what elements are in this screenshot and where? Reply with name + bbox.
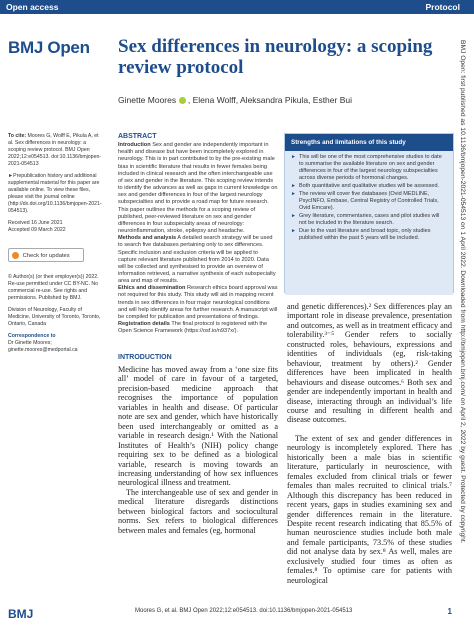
- other-authors: , Elena Wolff, Aleksandra Pikula, Esther Bui: [187, 95, 352, 105]
- page-number: 1: [447, 607, 452, 616]
- journal-name: BMJ Open: [8, 38, 90, 57]
- correspondence: [8, 333, 103, 354]
- article-type-label: Protocol: [425, 2, 460, 12]
- list-item: ► This will be one of the most comprehensive studies to date to summarise the available literature on sex and gender differences in four of the largest neurology subspecialties across diverse periods of hormonal changes.: [291, 154, 447, 182]
- abstract-registration: Registration details The final protocol is registered with the Open Science Framework (https://osf.io/n937x/).: [118, 321, 268, 335]
- article-title: Sex differences in neurology: a scoping review protocol: [118, 36, 433, 78]
- body-column-left: [118, 365, 278, 535]
- list-item: ► The review will cover five databases (Ovid MEDLINE, PsycINFO, Embase, Central Registry of Controlled Trials, Ovid Emcare).: [291, 191, 447, 212]
- abstract-heading: ABSTRACT: [118, 133, 157, 140]
- abstract-methods: Methods and analysis A detailed search strategy will be used to search five databases pertaining only to sex differences. Specific inclusion and exclusion criteria will be applied to capture relevant literature published from 2014 to 2020. Data will be collected and synthesised to provide an overview of information retrieved, a narrative synthesis of each subspecialty area and map of results.: [118, 235, 276, 285]
- strengths-list: [285, 151, 453, 295]
- received-date: Received 16 June 2021: [8, 220, 63, 226]
- paragraph: The extent of sex and gender differences in neurology is incompletely explored. There has historically been a male bias in scientific literature, particularly in neuroscience, with females excluded from clinical trials or fewer females than males recruited to clinical trials.⁷ Although this discrepancy has been reduced in recent years, gaps in studies examining sex and gender differences remain in the literature. Despite recent research indicating that 85.5% of human neuroscience studies include both male and female participants, 73.5% of these studies did not analyse data by sex.⁸ As well, males are exclusively studied four times as often as females.⁸ To optimise care for patients with neurological: [287, 433, 452, 585]
- list-item: ► Both quantitative and qualitative studies will be assessed.: [291, 183, 447, 190]
- article-sidebar: [8, 133, 103, 359]
- orcid-icon[interactable]: [179, 97, 186, 104]
- dates-block: [8, 220, 103, 234]
- correspondence-email[interactable]: ginette.moores@medportal.ca: [8, 347, 78, 353]
- paragraph: Medicine has moved away from a ‘one size fits all’ model of care in favour of a targeted, precision-based medicine approach that recognises the importance of population variables in health and disease. Of particular note are sex and gender, which have historically been used interchangeably or omitted as a variable in research design.¹ With the National Institutes of Health’s (NIH) policy change requiring sex to be defined as a biological variable, research is moving towards an increasing understanding of how sex influences neurological illness and treatment.: [118, 365, 278, 488]
- introduction-heading: INTRODUCTION: [118, 354, 172, 361]
- strengths-box: [284, 133, 454, 293]
- crossmark-icon: [12, 252, 19, 259]
- list-item: ► Grey literature, commentaries, cases and pilot studies will not be included in the literature search.: [291, 213, 447, 227]
- accepted-date: Accepted 09 March 2022: [8, 227, 66, 233]
- cite-text: Moores G, Wolff E, Pikula A, et al. Sex differences in neurology: a scoping review protocol. BMJ Open 2022;12:e054513. doi:10.1136/bmjopen-2021-054513: [8, 133, 102, 167]
- check-updates-label: Check for updates: [22, 253, 70, 260]
- check-updates-button[interactable]: [8, 248, 84, 262]
- affiliation: Division of Neurology, Faculty of Medicine, University of Toronto, Toronto, Ontario, Canada: [8, 307, 101, 327]
- abstract-ethics: Ethics and dissemination Research ethics board approval was not required for this study. This study will aid in mapping recent trends in sex differences in four major neurological conditions and will help identify areas for further research. A manuscript will be compiled for publication and presentations of findings.: [118, 285, 278, 320]
- cite-label: To cite:: [8, 133, 27, 139]
- correspondence-label: Correspondence to: [8, 333, 56, 339]
- paragraph: The interchangeable use of sex and gender in medical literature disregards distinctions between biological factors and sociocultural norms. Sex refers to biological differences between males and females (eg, hormonal: [118, 487, 278, 535]
- prepub-note[interactable]: ► Prepublication history and additional supplemental material for this paper are available online. To view these files, please visit the journal online (http://dx.doi.org/10.1136/bmjopen-2021-054513).: [8, 173, 103, 215]
- paragraph: and genetic differences).² Sex differences play an important role in disease prevalence, presentation and outcomes, as well as in treatment efficacy and tolerability.³⁻⁵ Gender refers to socially constructed roles, behaviours, expressions and identities of individuals (eg, risk-taking behaviour, treatment by others).² Gender differences have been implicated in health behaviours and disease outcomes.⁶ Both sex and gender are independently important in health and disease, interacting through an individual’s life course and resulting in different health and disease outcomes.: [287, 302, 452, 425]
- copyright-note: © Author(s) (or their employer(s)) 2022. Re-use permitted under CC BY-NC. No commercial re-use. See rights and permissions. Published by BMJ.: [8, 274, 99, 301]
- strengths-heading: Strengths and limitations of this study: [285, 134, 453, 151]
- top-banner: [0, 0, 474, 14]
- list-item: ► Due to the vast literature and broad topic, only studies published within the past 5 years will be included.: [291, 228, 447, 242]
- open-access-label: Open access: [6, 2, 59, 12]
- abstract: [118, 133, 278, 335]
- cite-block: [8, 133, 103, 168]
- abstract-intro: Introduction Sex and gender are independently important in health and disease but have been incompletely explored in neurology. This is in part contributed to by the pre-existing male bias in scientific literature that results in fewer females being included in clinical research and the often interchangeable use of sex and gender in the literature. This scoping review intends to identify the advances as well as gaps in current knowledge on sex and gender differences in four of the largest neurology subspecialties and to provide a road map for future research. This paper outlines the methods for a scoping review of published, peer-reviewed literature on sex and gender differences in four subspecialty areas of neurology: neuroinflammation, stroke, epilepsy and headache.: [118, 142, 278, 235]
- copyright-margin: [459, 40, 471, 610]
- correspondence-name: Dr Ginette Moores;: [8, 340, 52, 346]
- author-list: [118, 95, 352, 105]
- page-footer: [0, 605, 474, 627]
- body-column-right: [287, 302, 452, 585]
- first-author[interactable]: Ginette Moores: [118, 95, 177, 105]
- bmj-logo: BMJ: [8, 607, 34, 621]
- vertical-publication-note[interactable]: BMJ Open: first published as 10.1136/bmjopen-2021-054513 on 1 April 2022. Downloaded from http://bmjopen.bmj.com/ on April 2, 2022 by guest. Protected by copyright.: [459, 40, 466, 544]
- footer-citation: Moores G, et al. BMJ Open 2022;12:e054513. doi:10.1136/bmjopen-2021-054513: [135, 608, 353, 614]
